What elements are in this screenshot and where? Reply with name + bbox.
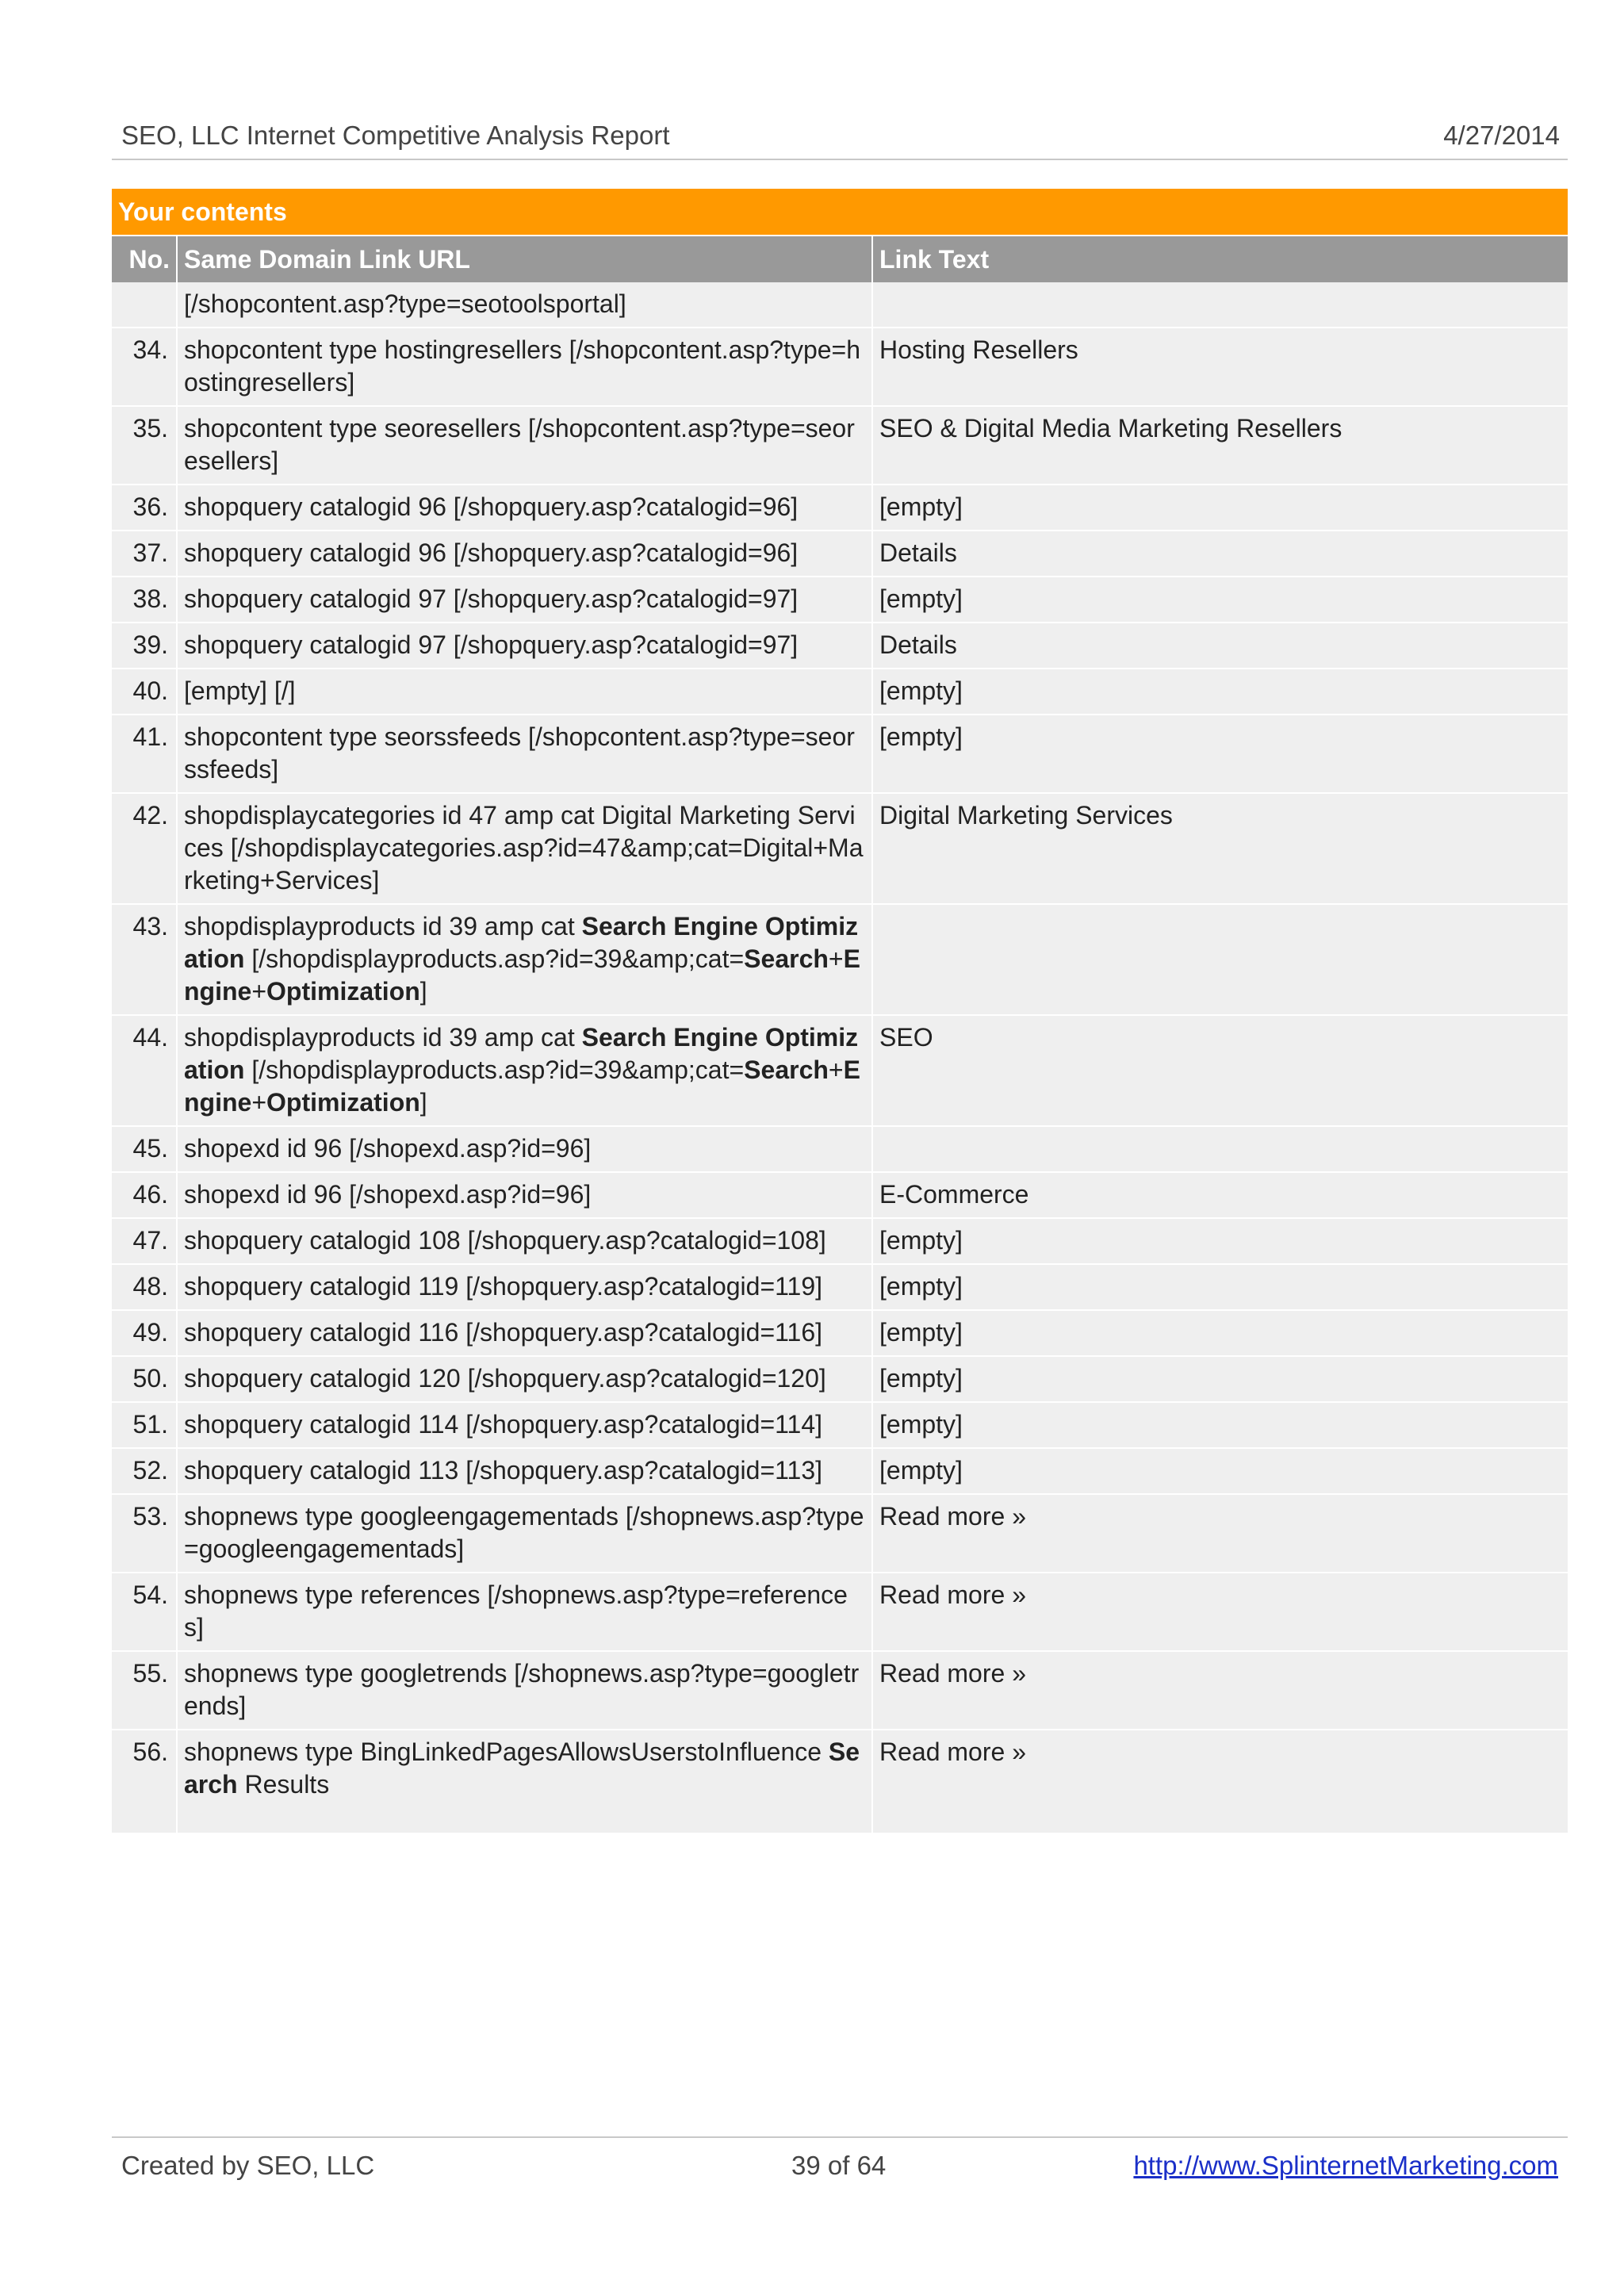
- url-segment: shopnews type googleengagementads [/shopnews.asp?type=googleengagementads]: [184, 1502, 864, 1563]
- row-url: [177, 1310, 872, 1356]
- row-link-text: [empty]: [872, 577, 1568, 623]
- table-row: [112, 1356, 1568, 1402]
- row-link-text: Read more »: [872, 1573, 1568, 1651]
- url-segment: shopquery catalogid 116 [/shopquery.asp?catalogid=116]: [184, 1318, 823, 1347]
- url-segment: shopquery catalogid 119 [/shopquery.asp?catalogid=119]: [184, 1272, 823, 1301]
- table-row: [112, 715, 1568, 793]
- row-link-text: E-Commerce: [872, 1172, 1568, 1218]
- url-segment: shopquery catalogid 97 [/shopquery.asp?catalogid=97]: [184, 630, 799, 659]
- row-url: [177, 1264, 872, 1310]
- row-link-text: Digital Marketing Services: [872, 793, 1568, 904]
- url-segment: +: [828, 944, 844, 973]
- table-row: [112, 793, 1568, 904]
- row-number: 47.: [112, 1218, 177, 1264]
- row-link-text: [872, 282, 1568, 328]
- url-bold-segment: Search Engine Optimization: [184, 1023, 859, 1084]
- row-link-text: SEO & Digital Media Marketing Resellers: [872, 406, 1568, 485]
- table-row: [112, 1015, 1568, 1126]
- row-link-text: SEO: [872, 1015, 1568, 1126]
- table-row: [112, 1172, 1568, 1218]
- row-number: 42.: [112, 793, 177, 904]
- table-row: [112, 623, 1568, 669]
- table-row: [112, 531, 1568, 577]
- row-number: 36.: [112, 485, 177, 531]
- row-link-text: [empty]: [872, 485, 1568, 531]
- row-number: 52.: [112, 1448, 177, 1494]
- row-number: 44.: [112, 1015, 177, 1126]
- url-segment: [empty] [/]: [184, 676, 296, 705]
- url-segment: shopquery catalogid 120 [/shopquery.asp?catalogid=120]: [184, 1364, 826, 1393]
- row-url: [177, 485, 872, 531]
- url-segment: shopdisplayproducts id 39 amp cat: [184, 912, 582, 941]
- row-number: 48.: [112, 1264, 177, 1310]
- row-url: [177, 669, 872, 715]
- table-row: [112, 1126, 1568, 1172]
- row-url: [177, 1126, 872, 1172]
- url-segment: ]: [419, 1088, 427, 1117]
- row-number: 41.: [112, 715, 177, 793]
- table-row: [112, 1402, 1568, 1448]
- url-segment: [/shopdisplayproducts.asp?id=39&amp;cat=: [244, 1056, 745, 1084]
- report-date: 4/27/2014: [1443, 121, 1560, 150]
- url-bold-segment: Optimization: [266, 1088, 420, 1117]
- row-link-text: Details: [872, 531, 1568, 577]
- footer-website-link[interactable]: http://www.SplinternetMarketing.com: [1133, 2151, 1558, 2180]
- row-link-text: [empty]: [872, 1448, 1568, 1494]
- url-bold-segment: Search: [744, 944, 829, 973]
- row-number: 49.: [112, 1310, 177, 1356]
- row-url: [177, 1172, 872, 1218]
- url-segment: shopquery catalogid 96 [/shopquery.asp?catalogid=96]: [184, 538, 799, 567]
- row-url: [177, 1402, 872, 1448]
- page-header: [112, 119, 1568, 160]
- row-url: [177, 406, 872, 485]
- url-bold-segment: Engine: [184, 1056, 860, 1117]
- row-link-text: [empty]: [872, 1218, 1568, 1264]
- url-segment: shopnews type googletrends [/shopnews.asp?type=googletrends]: [184, 1659, 860, 1720]
- report-title: SEO, LLC Internet Competitive Analysis Report: [121, 121, 670, 150]
- row-number: 56.: [112, 1730, 177, 1833]
- url-bold-segment: Search: [184, 1738, 860, 1799]
- url-segment: +: [828, 1056, 844, 1084]
- table-row: [112, 1651, 1568, 1730]
- table-row: [112, 1573, 1568, 1651]
- row-link-text: [872, 904, 1568, 1015]
- url-segment: shopcontent type seorssfeeds [/shopcontent.asp?type=seorssfeeds]: [184, 722, 855, 784]
- section-header-row: [112, 189, 1568, 236]
- row-link-text: Details: [872, 623, 1568, 669]
- row-link-text: Read more »: [872, 1651, 1568, 1730]
- url-segment: shopcontent type hostingresellers [/shopcontent.asp?type=hostingresellers]: [184, 335, 861, 397]
- table-row: [112, 904, 1568, 1015]
- section-title: Your contents: [112, 189, 1568, 236]
- row-link-text: [empty]: [872, 1264, 1568, 1310]
- url-segment: ]: [419, 977, 427, 1006]
- url-bold-segment: Optimization: [266, 977, 420, 1006]
- url-segment: shopquery catalogid 97 [/shopquery.asp?catalogid=97]: [184, 584, 799, 613]
- row-link-text: Hosting Resellers: [872, 328, 1568, 406]
- table-row: [112, 577, 1568, 623]
- row-number: 54.: [112, 1573, 177, 1651]
- table-row: [112, 1218, 1568, 1264]
- url-segment: shopexd id 96 [/shopexd.asp?id=96]: [184, 1134, 592, 1163]
- url-bold-segment: Search: [744, 1056, 829, 1084]
- row-url: [177, 1573, 872, 1651]
- url-segment: Results: [237, 1770, 330, 1799]
- column-header-no: No.: [112, 236, 177, 282]
- row-number: 53.: [112, 1494, 177, 1573]
- column-header-link-text: Link Text: [872, 236, 1568, 282]
- footer-created-by: Created by SEO, LLC: [121, 2151, 375, 2180]
- contents-table: [112, 189, 1568, 1834]
- row-link-text: [empty]: [872, 1356, 1568, 1402]
- url-segment: shopnews type references [/shopnews.asp?type=references]: [184, 1580, 848, 1642]
- row-link-text: [empty]: [872, 1402, 1568, 1448]
- row-url: [177, 1730, 872, 1833]
- row-number: 46.: [112, 1172, 177, 1218]
- column-header-url: Same Domain Link URL: [177, 236, 872, 282]
- row-url: [177, 904, 872, 1015]
- row-url: [177, 715, 872, 793]
- url-segment: [/shopcontent.asp?type=seotoolsportal]: [184, 289, 626, 318]
- row-number: 51.: [112, 1402, 177, 1448]
- row-number: 38.: [112, 577, 177, 623]
- row-url: [177, 1494, 872, 1573]
- row-url: [177, 1356, 872, 1402]
- table-row: [112, 1310, 1568, 1356]
- row-link-text: [empty]: [872, 669, 1568, 715]
- row-number: 40.: [112, 669, 177, 715]
- row-url: [177, 328, 872, 406]
- table-body: [112, 282, 1568, 1833]
- url-bold-segment: Search Engine Optimization: [184, 912, 859, 973]
- page-number: 39 of 64: [791, 2151, 887, 2180]
- url-segment: [/shopdisplayproducts.asp?id=39&amp;cat=: [244, 944, 745, 973]
- url-segment: shopnews type BingLinkedPagesAllowsUserstoInfluence: [184, 1738, 829, 1766]
- row-url: [177, 1218, 872, 1264]
- row-number: 34.: [112, 328, 177, 406]
- url-segment: shopquery catalogid 108 [/shopquery.asp?catalogid=108]: [184, 1226, 826, 1255]
- row-link-text: Read more »: [872, 1494, 1568, 1573]
- table-row: [112, 485, 1568, 531]
- row-number: 37.: [112, 531, 177, 577]
- table-row: [112, 406, 1568, 485]
- row-number: [112, 282, 177, 328]
- row-link-text: [empty]: [872, 715, 1568, 793]
- url-segment: shopquery catalogid 96 [/shopquery.asp?catalogid=96]: [184, 492, 799, 521]
- url-segment: +: [251, 977, 267, 1006]
- column-header-row: [112, 236, 1568, 282]
- row-number: 45.: [112, 1126, 177, 1172]
- row-number: 55.: [112, 1651, 177, 1730]
- table-row: [112, 669, 1568, 715]
- url-segment: shopquery catalogid 114 [/shopquery.asp?catalogid=114]: [184, 1410, 823, 1439]
- row-number: 39.: [112, 623, 177, 669]
- row-url: [177, 623, 872, 669]
- url-segment: +: [251, 1088, 267, 1117]
- row-link-text: [empty]: [872, 1310, 1568, 1356]
- url-segment: shopquery catalogid 113 [/shopquery.asp?catalogid=113]: [184, 1456, 823, 1485]
- table-row: [112, 1494, 1568, 1573]
- row-link-text: [872, 1126, 1568, 1172]
- row-number: 35.: [112, 406, 177, 485]
- row-url: [177, 793, 872, 904]
- url-segment: shopexd id 96 [/shopexd.asp?id=96]: [184, 1180, 592, 1209]
- table-row: [112, 328, 1568, 406]
- url-bold-segment: Engine: [184, 944, 860, 1006]
- row-url: [177, 1651, 872, 1730]
- table-row: [112, 1448, 1568, 1494]
- row-number: 50.: [112, 1356, 177, 1402]
- row-link-text: Read more »: [872, 1730, 1568, 1833]
- row-url: [177, 577, 872, 623]
- row-url: [177, 1015, 872, 1126]
- url-segment: shopcontent type seoresellers [/shopcontent.asp?type=seoresellers]: [184, 414, 855, 475]
- table-row: [112, 1264, 1568, 1310]
- table-row: [112, 1730, 1568, 1833]
- row-number: 43.: [112, 904, 177, 1015]
- url-segment: shopdisplayproducts id 39 amp cat: [184, 1023, 582, 1052]
- page-footer: [112, 2136, 1568, 2186]
- table-row: [112, 282, 1568, 328]
- row-url: [177, 282, 872, 328]
- row-url: [177, 1448, 872, 1494]
- row-url: [177, 531, 872, 577]
- url-segment: shopdisplaycategories id 47 amp cat Digital Marketing Services [/shopdisplaycategories.asp?id=47&amp;cat=Digital+Marketing+Services]: [184, 801, 864, 895]
